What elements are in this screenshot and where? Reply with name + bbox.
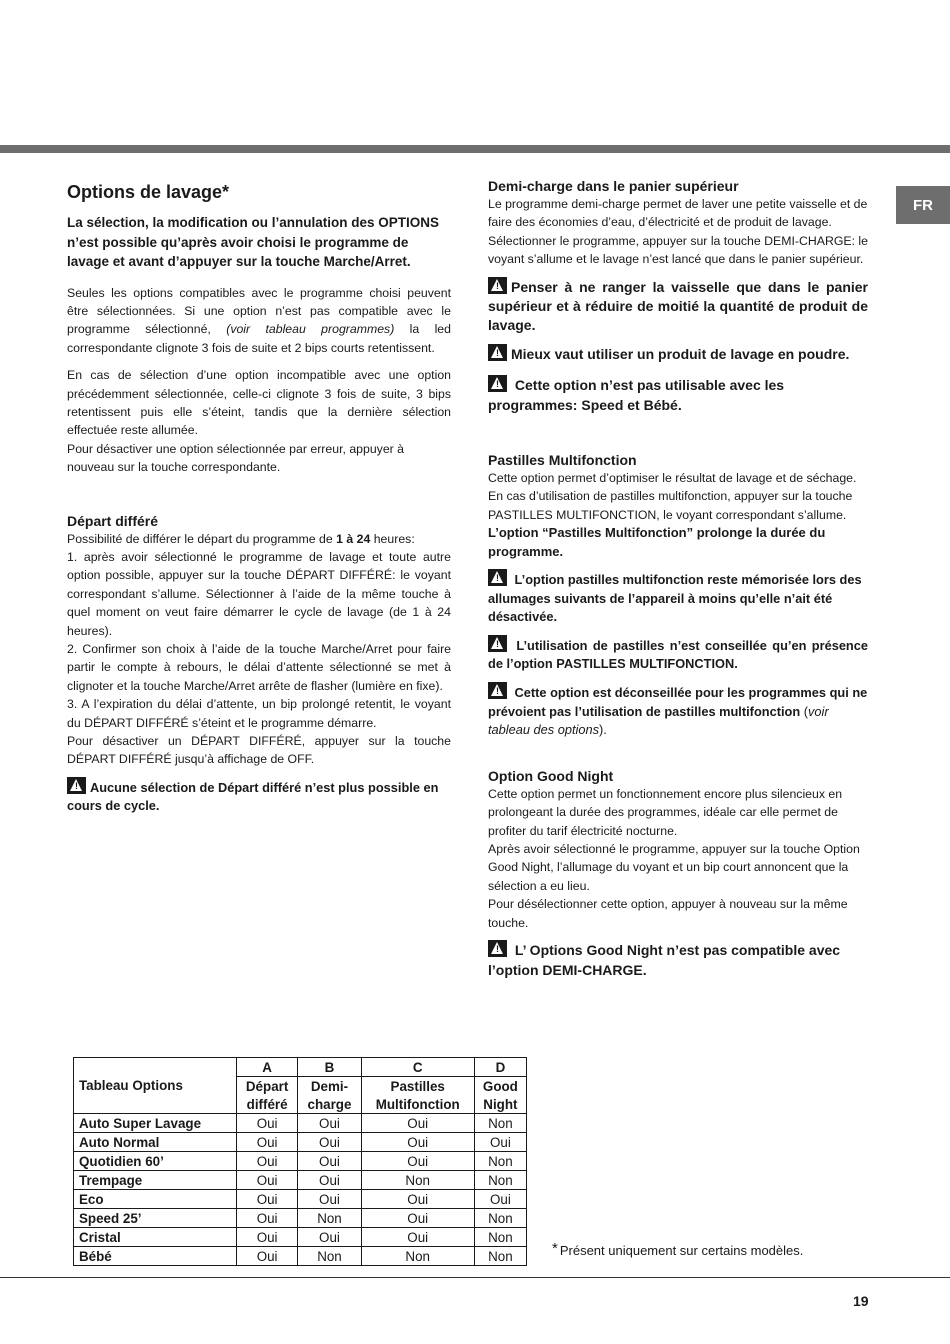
option-value: Non [474, 1209, 526, 1228]
option-value: Oui [361, 1152, 474, 1171]
language-tab: FR [896, 186, 950, 224]
table-row [74, 1171, 527, 1190]
option-value: Oui [236, 1247, 297, 1266]
table-row [74, 1247, 527, 1266]
column-header: différé [236, 1095, 297, 1114]
option-value: Oui [298, 1133, 361, 1152]
night-body-1: Cette option permet un fonctionnement encore plus silencieux en prolongeant la durée des programmes, idéale car elle permet de profiter du tarif électricité nocturne. [488, 786, 843, 838]
right-column [488, 178, 868, 980]
warning-icon [488, 375, 507, 392]
option-value: Oui [474, 1133, 526, 1152]
compat-paragraph: Seules les options compatibles avec le programme choisi peuvent être sélectionnées. Si une option n’est pas compatible avec le programme sélectionné, (voir tableau programmes) la led correspondante clignote 3 fois de suite et 2 bips courts retentissent. [67, 285, 451, 355]
bottom-rule [0, 1277, 950, 1278]
demi-warning-3: ! Cette option n’est pas utilisable avec les programmes: Speed et Bébé. [488, 375, 868, 415]
warning-icon [488, 682, 507, 699]
warning-icon [488, 940, 507, 957]
night-body-3: Pour désélectionner cette option, appuyer à nouveau sur la même touche. [488, 897, 848, 930]
option-value: Oui [298, 1228, 361, 1247]
program-name: Bébé [74, 1247, 237, 1266]
page-number: 19 [853, 1293, 869, 1309]
night-heading: Option Good Night [488, 767, 614, 784]
night-warning: ! L’ Options Good Night n’est pas compatible avec l’option DEMI-CHARGE. [488, 940, 868, 980]
column-header: Multifonction [361, 1095, 474, 1114]
program-name: Quotidien 60’ [74, 1152, 237, 1171]
column-header: Night [474, 1095, 526, 1114]
pastilles-warning-2: ! L’utilisation de pastilles n’est conseillée qu’en présence de l’option PASTILLES MULTIFONCTION. [488, 635, 868, 674]
program-name: Auto Normal [74, 1133, 237, 1152]
option-value: Non [474, 1152, 526, 1171]
column-letter: B [298, 1058, 361, 1077]
option-value: Oui [236, 1228, 297, 1247]
table-row [74, 1190, 527, 1209]
depart-deactivate: Pour désactiver un DÉPART DIFFÉRÉ, appuyer sur la touche DÉPART DIFFÉRÉ jusqu’à affichage de OFF. [67, 734, 451, 767]
program-name: Trempage [74, 1171, 237, 1190]
demi-heading: Demi-charge dans le panier supérieur [488, 178, 739, 194]
column-header: Demi- [298, 1077, 361, 1096]
column-header: Pastilles [361, 1077, 474, 1096]
warning-icon [488, 344, 507, 361]
table-row [74, 1114, 527, 1133]
option-value: Non [474, 1228, 526, 1247]
depart-step2: 2. Confirmer son choix à l’aide de la touche Marche/Arret pour faire partir le compte à rebours, le délai d’attente sélectionné se met à clignoter et la touche Marche/Arret arrête de flasher (lumière en fixe). [67, 642, 451, 693]
option-value: Oui [236, 1152, 297, 1171]
warning-icon [488, 277, 507, 294]
depart-warning: !Aucune sélection de Départ différé n’est plus possible en cours de cycle. [67, 777, 451, 816]
options-table [73, 1057, 527, 1266]
program-name: Auto Super Lavage [74, 1114, 237, 1133]
option-value: Non [361, 1247, 474, 1266]
demi-warning-1: !Penser à ne ranger la vaisselle que dans le panier supérieur et à réduire de moitié la quantité de produit de lavage. [488, 277, 868, 336]
option-value: Oui [236, 1190, 297, 1209]
table-corner-label: Tableau Options [74, 1058, 237, 1114]
table-row [74, 1152, 527, 1171]
option-value: Oui [236, 1133, 297, 1152]
deactivate-paragraph: Pour désactiver une option sélectionnée par erreur, appuyer à nouveau sur la touche correspondante. [67, 441, 405, 475]
depart-heading: Départ différé [67, 512, 159, 529]
option-value: Oui [236, 1114, 297, 1133]
depart-line1: Possibilité de différer le départ du programme de 1 à 24 heures: [67, 531, 415, 546]
top-rule [0, 145, 950, 153]
pastilles-body-1: Cette option permet d’optimiser le résultat de lavage et de séchage. [488, 471, 857, 486]
column-letter: A [236, 1058, 297, 1077]
option-value: Oui [298, 1152, 361, 1171]
section-title: Options de lavage* [67, 182, 230, 202]
column-header: charge [298, 1095, 361, 1114]
program-name: Eco [74, 1190, 237, 1209]
option-value: Oui [361, 1114, 474, 1133]
option-value: Oui [361, 1190, 474, 1209]
option-value: Non [474, 1171, 526, 1190]
warning-icon [488, 569, 507, 586]
incompat-paragraph: En cas de sélection d’une option incompatible avec une option précédemment sélectionnée, celle-ci clignote 3 fois de suite, 3 bips retentissent puis elle s’éteint, tandis que la dernière sélection effectuée reste allumée. [67, 368, 451, 438]
footnote: * Présent uniquement sur certains modèles. [552, 1240, 804, 1258]
program-name: Cristal [74, 1228, 237, 1247]
table-row [74, 1228, 527, 1247]
option-value: Oui [361, 1133, 474, 1152]
option-value: Non [361, 1171, 474, 1190]
warning-icon [67, 777, 86, 794]
demi-body: Le programme demi-charge permet de laver une petite vaisselle et de faire des économies d’eau, d’électricité et de produit de lavage. Sélectionner le programme, appuyer sur la touche DEMI-CHARGE: le voyant s’allume et le lavage n’est lancé que dans le panier supérieur. [488, 197, 868, 267]
warning-icon [488, 635, 507, 652]
option-value: Non [298, 1209, 361, 1228]
intro-text: La sélection, la modification ou l’annulation des OPTIONS n’est possible qu’après avoir choisi le programme de lavage et avant d’appuyer sur la touche Marche/Arret. [67, 215, 440, 269]
table-row [74, 1209, 527, 1228]
depart-step3: 3. A l’expiration du délai d’attente, un bip prolongé retentit, le voyant du DÉPART DIFFÉRÉ s’éteint et le programme démarre. [67, 697, 451, 730]
option-value: Non [474, 1114, 526, 1133]
column-letter: D [474, 1058, 526, 1077]
option-value: Non [298, 1247, 361, 1266]
demi-warning-2: !Mieux vaut utiliser un produit de lavage en poudre. [488, 344, 868, 364]
option-value: Oui [298, 1190, 361, 1209]
pastilles-body-2: En cas d’utilisation de pastilles multifonction, appuyer sur la touche PASTILLES MULTIFONCTION, le voyant correspondant s’allume. L’option “Pastilles Multifonction” prolonge la durée du programme. [488, 489, 853, 559]
option-value: Oui [236, 1209, 297, 1228]
option-value: Oui [361, 1228, 474, 1247]
option-value: Oui [236, 1171, 297, 1190]
option-value: Oui [361, 1209, 474, 1228]
option-value: Oui [474, 1190, 526, 1209]
pastilles-warning-1: ! L’option pastilles multifonction reste mémorisée lors des allumages suivants de l’appareil à moins qu’elle n’ait été désactivée. [488, 569, 868, 627]
option-value: Non [474, 1247, 526, 1266]
column-header: Good [474, 1077, 526, 1096]
column-header: Départ [236, 1077, 297, 1096]
pastilles-warning-3: ! Cette option est déconseillée pour les programmes qui ne prévoient pas l’utilisation de pastilles multifonction (voir tableau des options). [488, 682, 868, 740]
program-name: Speed 25’ [74, 1209, 237, 1228]
table-row [74, 1133, 527, 1152]
depart-step1: 1. après avoir sélectionné le programme de lavage et toute autre option possible, appuyer sur la touche DÉPART DIFFÉRÉ: le voyant correspondant s’allume. Sélectionner à l’aide de la même touche à quel moment on veut faire démarrer le cycle de lavage (de 1 à 24 heures). [67, 549, 451, 638]
option-value: Oui [298, 1171, 361, 1190]
option-value: Oui [298, 1114, 361, 1133]
night-body-2: Après avoir sélectionné le programme, appuyer sur la touche Option Good Night, l’allumage du voyant et un bip court annoncent que la sélection a eu lieu. [488, 842, 860, 893]
left-column [67, 178, 451, 816]
pastilles-heading: Pastilles Multifonction [488, 452, 637, 469]
column-letter: C [361, 1058, 474, 1077]
